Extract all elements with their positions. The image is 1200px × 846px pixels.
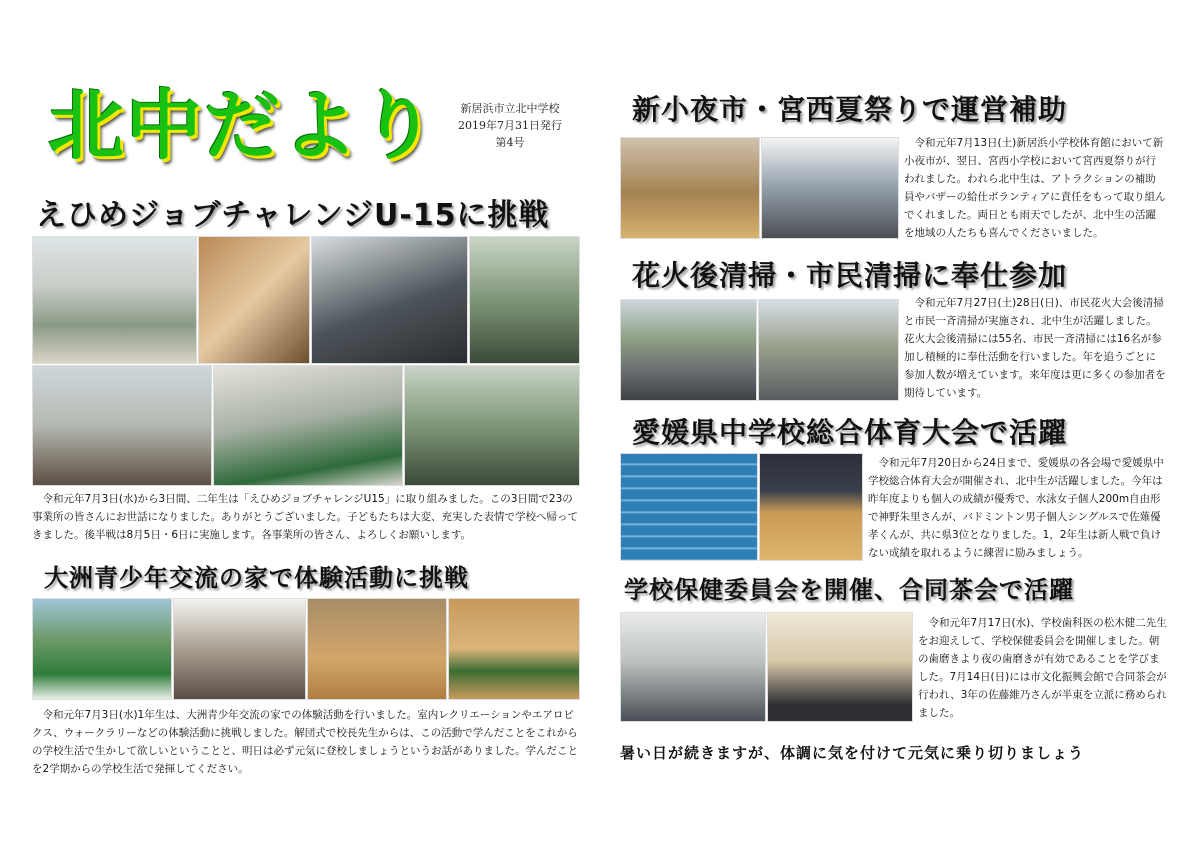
- photo-badminton: [759, 453, 863, 561]
- photo-tea-ceremony: [767, 612, 913, 722]
- issue-number: 第4号: [495, 136, 525, 149]
- photo-health-committee: [620, 612, 766, 722]
- photo-summer-festival: [761, 137, 899, 239]
- festival-headline: 新小夜市・宮西夏祭りで運営補助: [632, 93, 1068, 126]
- school-name: 新居浜市立北中学校: [460, 102, 560, 115]
- newsletter-title: 北中だより: [48, 81, 438, 170]
- photo-group-outdoor: [32, 598, 172, 700]
- photo-gym-aerobics: [307, 598, 447, 700]
- ozu-body: 令和元年7月3日(水)1年生は、大洲青少年交流の家での体験活動を行いました。室内レクリエーションやエアロビクス、ウォークラリーなどの体験活動に挑戦しました。解団式で校長先生からは、この活動で学んだことをこれからの学校生活で生かして欲しいということと、明日は必ず元気に登校しましょうというお話がありました。学んだことを2学期からの学校生活で発揮してください。: [32, 709, 578, 775]
- publication-info: [440, 100, 580, 151]
- cleanup-body: 令和元年7月27日(土)28日(日)、市民花火大会後清掃と市民一斉清掃が実施され、北中生が活躍しました。花火大会後清掃には55名、市民一斉清掃には16名が参加し積極的に奉仕活動を行いました。年を追うごとに参加人数が増えています。来年度は更に多くの参加者を期待しています。: [904, 297, 1166, 399]
- cleanup-headline: 花火後清掃・市民清掃に奉仕参加: [632, 259, 1068, 292]
- photo-gym-recreation: [448, 598, 580, 700]
- photo-gardening: [469, 236, 580, 364]
- photo-office-reception: [32, 365, 212, 486]
- closing-message: 暑い日が続きますが、体調に気を付けて元気に乗り切りましょう: [620, 744, 1085, 762]
- health-body: 令和元年7月17日(水)、学校歯科医の松木健二先生をお迎えして、学校保健委員会を開催しました。朝の歯磨きより夜の歯磨きが有効であることを学びました。7月14日(日)には市文化振興会館で合同茶会が行われ、3年の佐藤維乃さんが半東を立派に務められました。: [918, 617, 1167, 719]
- photo-street-cleanup: [620, 299, 757, 401]
- photo-outdoor-task: [404, 365, 580, 486]
- photo-pharmacy: [32, 236, 197, 364]
- job-challenge-photo-collage: [32, 236, 580, 486]
- photo-dining-hall: [173, 598, 306, 700]
- ozu-photo-strip: [32, 598, 580, 700]
- photo-swimming-pool: [620, 453, 758, 561]
- photo-car-maintenance: [311, 236, 468, 364]
- health-headline: 学校保健委員会を開催、合同茶会で活躍: [624, 576, 1074, 604]
- photo-night-market: [620, 137, 760, 239]
- photo-writing-students: [213, 365, 403, 486]
- photo-city-cleanup: [758, 299, 899, 401]
- job-challenge-headline: えひめジョブチャレンジU-15に挑戦: [36, 198, 550, 233]
- job-challenge-body: 令和元年7月3日(水)から3日間、二年生は「えひめジョブチャレンジU15」に取り組みました。この3日間で23の事業所の皆さんにお世話になりました。ありがとうございました。子どもたちは大変、充実した表情で学校へ帰ってきました。後半戦は8月5日・6日に実施します。各事業所の皆さん、よろしくお願いします。: [32, 493, 578, 541]
- ozu-headline: 大洲青少年交流の家で体験活動に挑戦: [44, 564, 469, 592]
- sports-headline: 愛媛県中学校総合体育大会で活躍: [632, 416, 1068, 449]
- issue-date: 2019年7月31日発行: [458, 119, 562, 132]
- sports-body: 令和元年7月20日から24日まで、愛媛県の各会場で愛媛県中学校総合体育大会が開催され、北中生が活躍しました。今年は昨年度よりも個人の成績が優秀で、水泳女子個人200m自由形で神野朱里さんが、バドミントン男子個人シングルスで佐薙優孝くんが、共に県3位となりました。1，2年生は新人戦で負けない成績を取れるように練習に励みましょう。: [868, 457, 1164, 559]
- festival-body: 令和元年7月13日(土)新居浜小学校体育館において新小夜市が、翌日、宮西小学校において宮西夏祭りが行われました。われら北中生は、アトラクションの補助員やバザーの給仕ボランティアに責任をもって取り組んでくれました。両日とも雨天でしたが、北中生の活躍を地域の人たちも喜んでくださいました。: [904, 137, 1166, 239]
- photo-store-counter: [198, 236, 310, 364]
